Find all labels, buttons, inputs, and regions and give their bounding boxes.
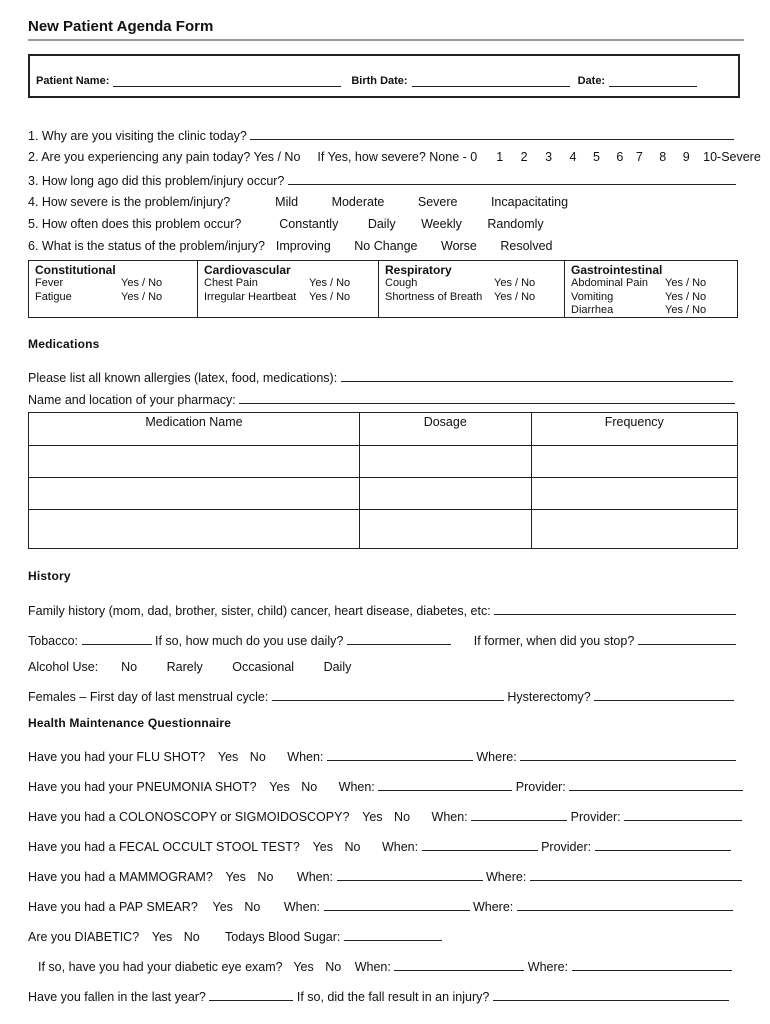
question-2-severity-label: If Yes, how severe? None - 0 bbox=[317, 150, 478, 164]
medication-row bbox=[29, 478, 738, 510]
medication-name-cell[interactable] bbox=[29, 446, 360, 478]
frequency-daily[interactable]: Daily bbox=[367, 217, 396, 231]
colonoscopy-row bbox=[28, 808, 742, 824]
tobacco-former-field[interactable] bbox=[638, 632, 736, 645]
pap-when-label: When: bbox=[283, 900, 321, 914]
question-5 bbox=[28, 217, 544, 231]
gastrointestinal-heading: Gastrointestinal bbox=[571, 263, 663, 277]
question-3 bbox=[28, 172, 736, 188]
hysterectomy-field[interactable] bbox=[594, 688, 734, 701]
eye-exam-where-field[interactable] bbox=[572, 958, 732, 971]
pain-scale-6[interactable]: 6 bbox=[616, 150, 624, 164]
fever-label: Fever bbox=[35, 277, 64, 289]
flu-shot-label: Have you had your FLU SHOT? bbox=[28, 750, 206, 764]
question-3-field[interactable] bbox=[288, 172, 736, 185]
tobacco-row bbox=[28, 632, 736, 648]
irregular-heartbeat-yes-no[interactable]: Yes / No bbox=[309, 291, 351, 303]
respiratory-heading: Respiratory bbox=[385, 263, 452, 277]
patient-info-row bbox=[36, 75, 697, 87]
alcohol-no[interactable]: No bbox=[121, 660, 138, 674]
alcohol-occasional[interactable]: Occasional bbox=[232, 660, 295, 674]
fecal-when-label: When: bbox=[381, 840, 419, 854]
title-divider bbox=[28, 39, 744, 41]
date-field[interactable] bbox=[609, 75, 697, 87]
pain-scale-9[interactable]: 9 bbox=[682, 150, 690, 164]
mammogram-row bbox=[28, 868, 742, 884]
tobacco-field[interactable] bbox=[82, 632, 152, 645]
pneumonia-yes[interactable]: Yes bbox=[269, 780, 290, 794]
question-2-text: 2. Are you experiencing any pain today? Yes / No bbox=[28, 150, 301, 164]
abdominal-pain-label: Abdominal Pain bbox=[571, 277, 649, 289]
frequency-cell[interactable] bbox=[531, 446, 737, 478]
medications-table bbox=[28, 412, 738, 549]
alcohol-row bbox=[28, 660, 351, 674]
colonoscopy-when-field[interactable] bbox=[471, 808, 567, 821]
mammogram-when-field[interactable] bbox=[337, 868, 483, 881]
pneumonia-when-label: When: bbox=[338, 780, 375, 794]
fatigue-label: Fatigue bbox=[35, 291, 72, 303]
allergies-field[interactable] bbox=[341, 369, 733, 382]
date-label: Date: bbox=[577, 75, 606, 87]
dosage-header: Dosage bbox=[360, 413, 532, 446]
cough-label: Cough bbox=[385, 277, 418, 289]
status-no-change[interactable]: No Change bbox=[354, 239, 418, 253]
history-heading: History bbox=[28, 569, 71, 583]
birth-date-field[interactable] bbox=[412, 75, 570, 87]
pain-scale-10[interactable]: 10-Severe bbox=[703, 150, 761, 164]
abdominal-pain-yes-no[interactable]: Yes / No bbox=[665, 277, 707, 289]
review-of-systems-table bbox=[28, 260, 738, 318]
irregular-heartbeat-label: Irregular Heartbeat bbox=[204, 291, 297, 303]
question-6 bbox=[28, 239, 553, 253]
blood-sugar-label: Todays Blood Sugar: bbox=[225, 930, 341, 944]
constitutional-heading: Constitutional bbox=[35, 263, 116, 277]
diabetic-label: Are you DIABETIC? bbox=[28, 930, 140, 944]
status-resolved[interactable]: Resolved bbox=[500, 239, 553, 253]
blood-sugar-field[interactable] bbox=[344, 928, 442, 941]
pain-scale-3[interactable]: 3 bbox=[545, 150, 553, 164]
medication-row bbox=[29, 446, 738, 478]
fallen-field[interactable] bbox=[209, 988, 293, 1001]
hysterectomy-label: Hysterectomy? bbox=[507, 690, 591, 704]
form-title: New Patient Agenda Form bbox=[28, 18, 214, 35]
fecal-provider-label: Provider: bbox=[541, 840, 592, 854]
gastrointestinal-column bbox=[565, 261, 737, 317]
menstrual-row bbox=[28, 688, 734, 704]
tobacco-label: Tobacco: bbox=[28, 634, 79, 648]
chest-pain-yes-no[interactable]: Yes / No bbox=[309, 277, 351, 289]
question-2 bbox=[28, 150, 761, 164]
patient-info-box bbox=[28, 54, 740, 98]
mammogram-where-field[interactable] bbox=[530, 868, 742, 881]
flu-yes[interactable]: Yes bbox=[217, 750, 239, 764]
severity-mild[interactable]: Mild bbox=[275, 195, 299, 209]
alcohol-rarely[interactable]: Rarely bbox=[166, 660, 203, 674]
health-maintenance-heading: Health Maintenance Questionnaire bbox=[28, 716, 232, 730]
diarrhea-label: Diarrhea bbox=[571, 304, 614, 316]
dosage-cell[interactable] bbox=[360, 446, 532, 478]
pap-smear-row bbox=[28, 898, 733, 914]
flu-shot-row bbox=[28, 748, 736, 764]
family-history-field[interactable] bbox=[494, 602, 736, 615]
eye-exam-row bbox=[38, 958, 732, 974]
eye-exam-label: If so, have you had your diabetic eye exam? bbox=[38, 960, 283, 974]
frequency-randomly[interactable]: Randomly bbox=[487, 217, 544, 231]
question-3-text: 3. How long ago did this problem/injury occur? bbox=[28, 174, 285, 188]
chest-pain-label: Chest Pain bbox=[204, 277, 258, 289]
allergies-label: Please list all known allergies (latex, food, medications): bbox=[28, 371, 338, 385]
eye-exam-where-label: Where: bbox=[527, 960, 569, 974]
frequency-weekly[interactable]: Weekly bbox=[421, 217, 462, 231]
patient-name-label: Patient Name: bbox=[36, 75, 110, 87]
pap-smear-label: Have you had a PAP SMEAR? bbox=[28, 900, 198, 914]
birth-date-label: Birth Date: bbox=[351, 75, 408, 87]
mammogram-yes[interactable]: Yes bbox=[225, 870, 246, 884]
family-history-row bbox=[28, 602, 736, 618]
colonoscopy-yes[interactable]: Yes bbox=[362, 810, 383, 824]
fecal-when-field[interactable] bbox=[422, 838, 538, 851]
colonoscopy-no[interactable]: No bbox=[394, 810, 411, 824]
tobacco-former-label: If former, when did you stop? bbox=[473, 634, 635, 648]
pneumonia-shot-row bbox=[28, 778, 743, 794]
question-4-text: 4. How severe is the problem/injury? bbox=[28, 195, 231, 209]
family-history-label: Family history (mom, dad, brother, sister, child) cancer, heart disease, diabetes, etc: bbox=[28, 604, 491, 618]
mammogram-when-label: When: bbox=[296, 870, 334, 884]
mammogram-label: Have you had a MAMMOGRAM? bbox=[28, 870, 213, 884]
fallen-row bbox=[28, 988, 729, 1004]
diabetic-no[interactable]: No bbox=[183, 930, 200, 944]
shortness-of-breath-yes-no[interactable]: Yes / No bbox=[494, 291, 536, 303]
medication-name-cell[interactable] bbox=[29, 510, 360, 549]
medication-name-cell[interactable] bbox=[29, 478, 360, 510]
frequency-header: Frequency bbox=[531, 413, 737, 446]
flu-when-label: When: bbox=[287, 750, 324, 764]
fecal-yes[interactable]: Yes bbox=[312, 840, 334, 854]
mammogram-where-label: Where: bbox=[486, 870, 527, 884]
medication-name-header: Medication Name bbox=[29, 413, 360, 446]
fall-injury-label: If so, did the fall result in an injury? bbox=[296, 990, 490, 1004]
menstrual-field[interactable] bbox=[272, 688, 504, 701]
fecal-test-row bbox=[28, 838, 731, 854]
flu-no[interactable]: No bbox=[249, 750, 266, 764]
cardiovascular-column bbox=[198, 261, 379, 317]
dosage-cell[interactable] bbox=[360, 510, 532, 549]
question-6-text: 6. What is the status of the problem/injury? bbox=[28, 239, 265, 253]
colonoscopy-provider-field[interactable] bbox=[624, 808, 742, 821]
pap-where-field[interactable] bbox=[517, 898, 733, 911]
colonoscopy-when-label: When: bbox=[431, 810, 468, 824]
flu-when-field[interactable] bbox=[327, 748, 473, 761]
frequency-constantly[interactable]: Constantly bbox=[279, 217, 339, 231]
pneumonia-provider-label: Provider: bbox=[515, 780, 566, 794]
respiratory-column bbox=[379, 261, 565, 317]
pap-no[interactable]: No bbox=[244, 900, 261, 914]
question-4 bbox=[28, 195, 568, 209]
vomiting-label: Vomiting bbox=[571, 291, 614, 303]
severity-severe[interactable]: Severe bbox=[417, 195, 458, 209]
allergies-row bbox=[28, 369, 733, 385]
flu-where-label: Where: bbox=[476, 750, 517, 764]
medication-row bbox=[29, 510, 738, 549]
frequency-cell[interactable] bbox=[531, 478, 737, 510]
status-improving[interactable]: Improving bbox=[275, 239, 331, 253]
alcohol-label: Alcohol Use: bbox=[28, 660, 99, 674]
medications-table-header bbox=[29, 413, 738, 446]
pneumonia-no[interactable]: No bbox=[301, 780, 318, 794]
constitutional-column bbox=[29, 261, 198, 317]
pneumonia-provider-field[interactable] bbox=[569, 778, 743, 791]
diabetic-yes[interactable]: Yes bbox=[151, 930, 173, 944]
pain-scale-2[interactable]: 2 bbox=[520, 150, 528, 164]
vomiting-yes-no[interactable]: Yes / No bbox=[665, 291, 707, 303]
patient-name-field[interactable] bbox=[113, 75, 341, 87]
question-5-text: 5. How often does this problem occur? bbox=[28, 217, 242, 231]
status-worse[interactable]: Worse bbox=[441, 239, 477, 253]
pharmacy-field[interactable] bbox=[239, 391, 735, 404]
colonoscopy-provider-label: Provider: bbox=[570, 810, 621, 824]
fecal-test-label: Have you had a FECAL OCCULT STOOL TEST? bbox=[28, 840, 300, 854]
menstrual-label: Females – First day of last menstrual cycle: bbox=[28, 690, 269, 704]
pap-when-field[interactable] bbox=[324, 898, 470, 911]
tobacco-amount-label: If so, how much do you use daily? bbox=[155, 634, 344, 648]
flu-where-field[interactable] bbox=[520, 748, 736, 761]
pain-scale-5[interactable]: 5 bbox=[592, 150, 600, 164]
eye-exam-yes[interactable]: Yes bbox=[293, 960, 314, 974]
eye-exam-no[interactable]: No bbox=[325, 960, 342, 974]
pain-scale-1[interactable]: 1 bbox=[496, 150, 504, 164]
medications-heading: Medications bbox=[28, 337, 100, 351]
pneumonia-when-field[interactable] bbox=[378, 778, 512, 791]
shortness-of-breath-label: Shortness of Breath bbox=[385, 291, 483, 303]
fallen-label: Have you fallen in the last year? bbox=[28, 990, 206, 1004]
diarrhea-yes-no[interactable]: Yes / No bbox=[665, 304, 707, 316]
tobacco-amount-field[interactable] bbox=[347, 632, 451, 645]
pap-where-label: Where: bbox=[472, 900, 514, 914]
fall-injury-field[interactable] bbox=[493, 988, 729, 1001]
cardiovascular-heading: Cardiovascular bbox=[204, 263, 291, 277]
cough-yes-no[interactable]: Yes / No bbox=[494, 277, 536, 289]
pain-scale-4[interactable]: 4 bbox=[569, 150, 577, 164]
frequency-cell[interactable] bbox=[531, 510, 737, 549]
pneumonia-shot-label: Have you had your PNEUMONIA SHOT? bbox=[28, 780, 257, 794]
mammogram-no[interactable]: No bbox=[257, 870, 274, 884]
diabetic-row bbox=[28, 928, 442, 944]
fecal-provider-field[interactable] bbox=[595, 838, 731, 851]
fatigue-yes-no[interactable]: Yes / No bbox=[121, 291, 163, 303]
pain-scale-7[interactable]: 7 bbox=[635, 150, 643, 164]
question-1 bbox=[28, 127, 734, 143]
pharmacy-label: Name and location of your pharmacy: bbox=[28, 393, 236, 407]
fecal-no[interactable]: No bbox=[344, 840, 361, 854]
fever-yes-no[interactable]: Yes / No bbox=[121, 277, 163, 289]
question-1-field[interactable] bbox=[250, 127, 734, 140]
severity-incapacitating[interactable]: Incapacitating bbox=[490, 195, 569, 209]
alcohol-daily[interactable]: Daily bbox=[323, 660, 352, 674]
eye-exam-when-field[interactable] bbox=[394, 958, 524, 971]
pain-scale-8[interactable]: 8 bbox=[659, 150, 667, 164]
eye-exam-when-label: When: bbox=[354, 960, 391, 974]
dosage-cell[interactable] bbox=[360, 478, 532, 510]
severity-moderate[interactable]: Moderate bbox=[331, 195, 385, 209]
pap-yes[interactable]: Yes bbox=[212, 900, 233, 914]
question-1-text: 1. Why are you visiting the clinic today? bbox=[28, 129, 247, 143]
colonoscopy-label: Have you had a COLONOSCOPY or SIGMOIDOSCOPY? bbox=[28, 810, 350, 824]
pharmacy-row bbox=[28, 391, 735, 407]
